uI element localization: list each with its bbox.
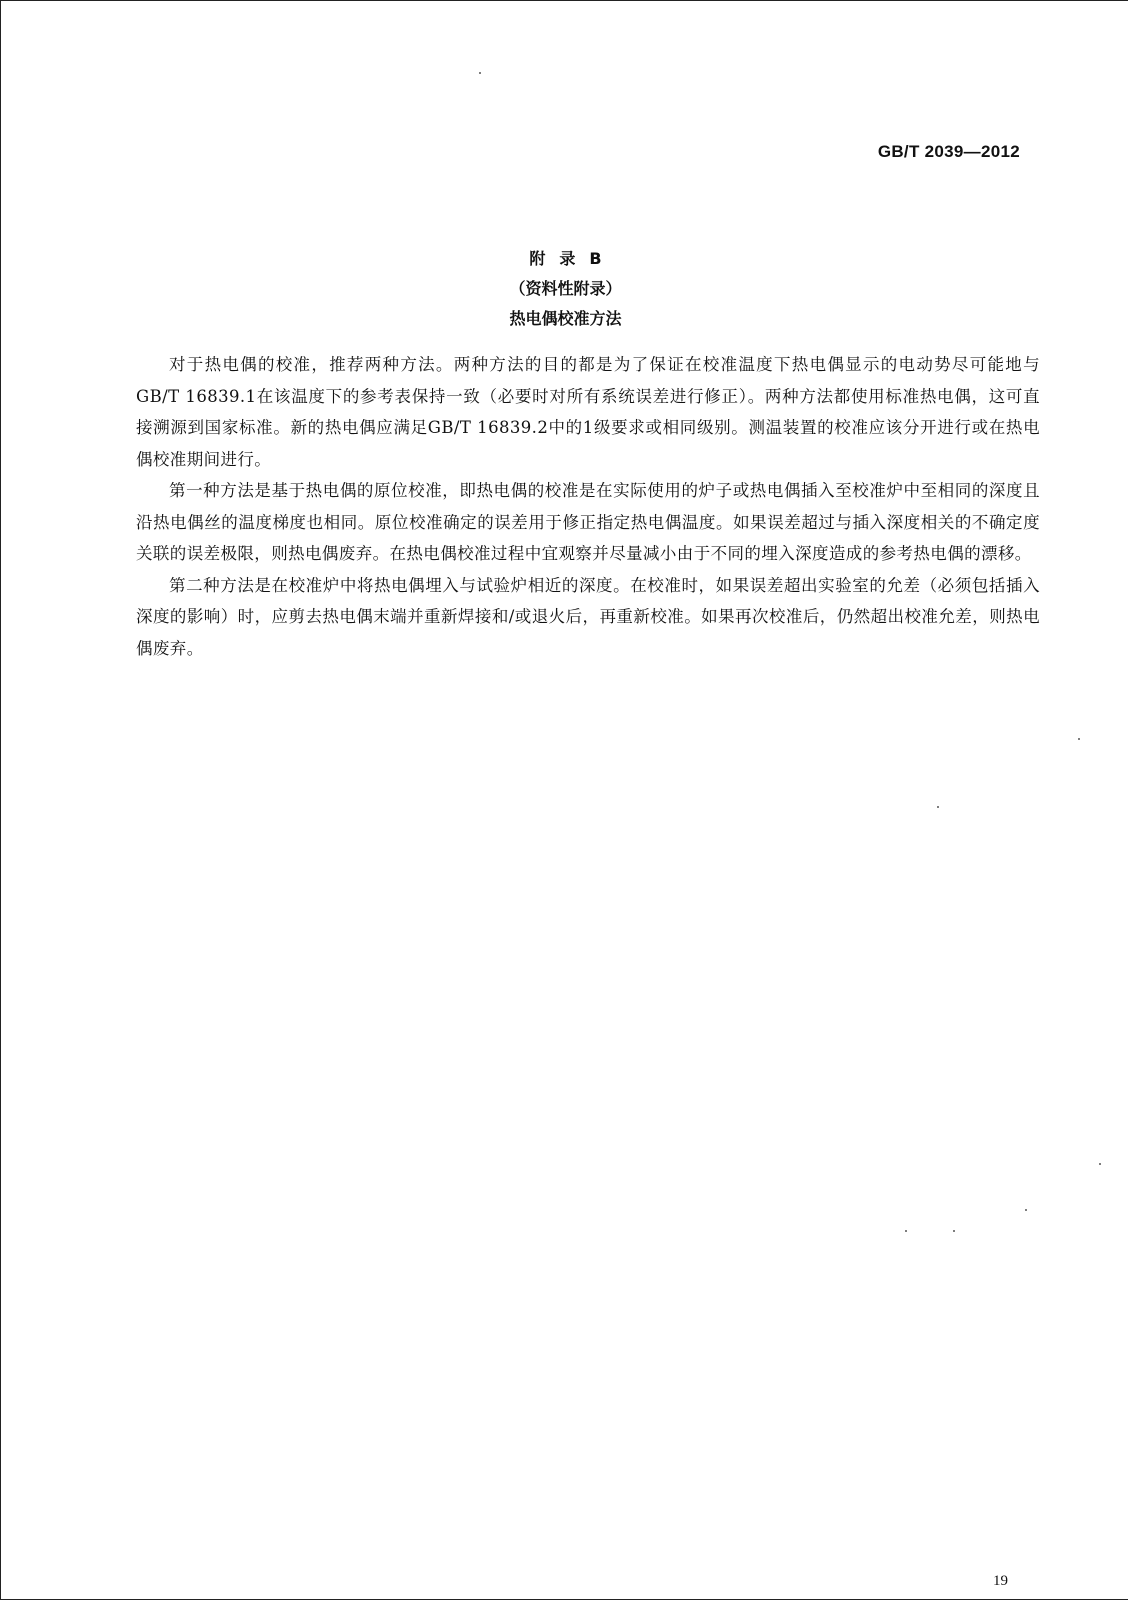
scan-speck	[479, 72, 481, 74]
scan-speck	[1099, 1163, 1101, 1165]
appendix-heading	[1, 244, 1129, 334]
body-text	[136, 349, 1040, 664]
standard-code: GB/T 2039—2012	[877, 142, 1020, 161]
appendix-title: 热电偶校准方法	[509, 309, 622, 328]
scan-speck	[937, 806, 939, 808]
scan-speck	[953, 1230, 955, 1232]
paragraph: 第一种方法是基于热电偶的原位校准，即热电偶的校准是在实际使用的炉子或热电偶插入至校准炉中至相同的深度且沿热电偶丝的温度梯度也相同。原位校准确定的误差用于修正指定热电偶温度。如果误差超过与插入深度相关的不确定度关联的误差极限，则热电偶废弃。在热电偶校准过程中宜观察并尽量减小由于不同的埋入深度造成的参考热电偶的漂移。	[136, 481, 1040, 563]
paragraph: 对于热电偶的校准，推荐两种方法。两种方法的目的都是为了保证在校准温度下热电偶显示的电动势尽可能地与GB/T 16839.1在该温度下的参考表保持一致（必要时对所有系统误差进行修正）。两种方法都使用标准热电偶，这可直接溯源到国家标准。新的热电偶应满足GB/T 16839.2中的1级要求或相同级别。测温装置的校准应该分开进行或在热电偶校准期间进行。	[136, 355, 1040, 469]
appendix-type: （资料性附录）	[509, 279, 622, 298]
page-number: 19	[993, 1573, 1008, 1589]
scan-speck	[1025, 1209, 1027, 1211]
scan-speck	[905, 1230, 907, 1232]
paragraph: 第二种方法是在校准炉中将热电偶埋入与试验炉相近的深度。在校准时，如果误差超出实验室的允差（必须包括插入深度的影响）时，应剪去热电偶末端并重新焊接和/或退火后，再重新校准。如果再次校准后，仍然超出校准允差，则热电偶废弃。	[136, 575, 1040, 658]
scan-speck	[1078, 738, 1080, 740]
appendix-label: 附录B	[529, 249, 616, 268]
